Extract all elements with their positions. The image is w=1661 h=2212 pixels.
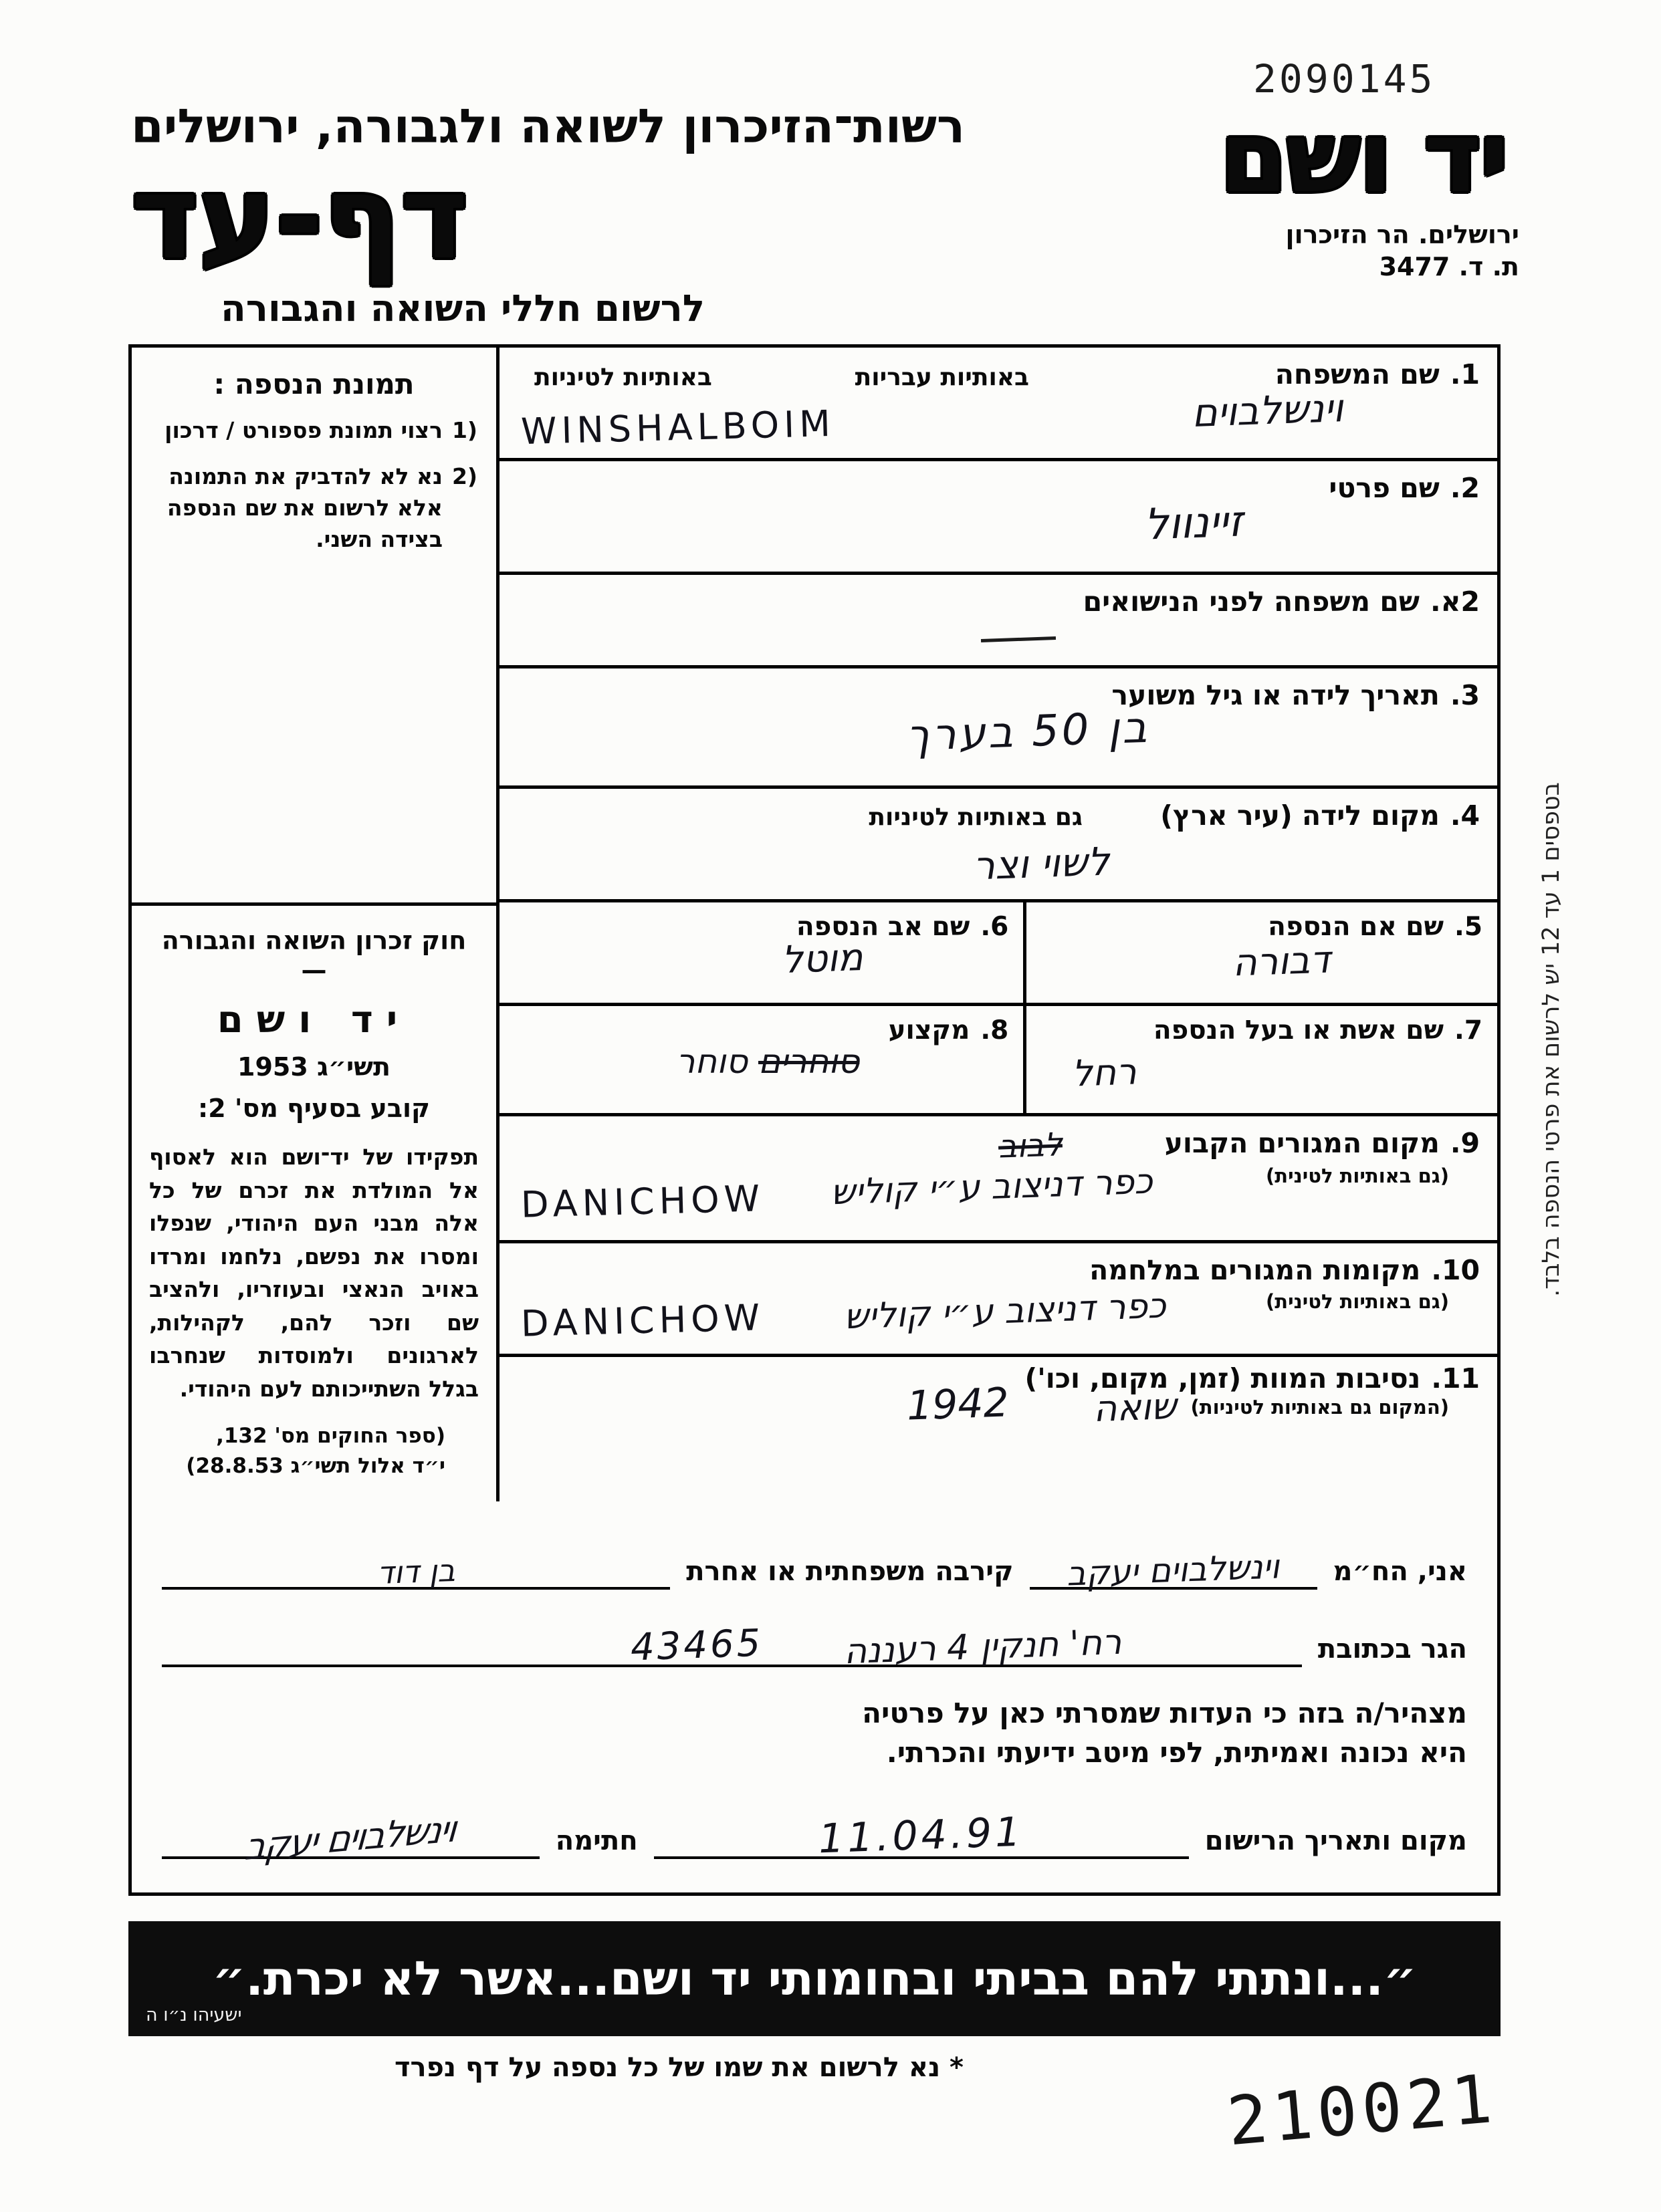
logo-address-line1: ירושלים. הר הזיכרון: [1285, 220, 1519, 250]
field-label-text: שם פרטי: [1329, 472, 1440, 504]
handwritten-death-circumstance: שואה: [1092, 1384, 1178, 1431]
handwritten-witness-name: וינשלבוים יעקב: [1066, 1547, 1281, 1594]
undersigned-label: אני, הח״מ: [1333, 1556, 1467, 1587]
field-row-spouse-profession: [500, 1006, 1497, 1116]
handwritten-signature: וינשלבוים יעקב: [243, 1808, 458, 1869]
address-blank: [162, 1621, 1302, 1673]
field-label: [1275, 358, 1480, 390]
field-row-birth-date: [500, 668, 1497, 789]
handwritten-birth-place: לשוי וצר: [972, 838, 1111, 889]
instruction-text: רצוי תמונת פספורט / דרכון: [164, 417, 443, 443]
latin-letters-caption: באותיות לטיניות: [534, 364, 712, 391]
handwritten-family-name-latin: WINSHALBOIM: [520, 402, 836, 453]
handwritten-profession: סוחר: [676, 1042, 748, 1081]
declaration-row-undersigned: [162, 1528, 1467, 1594]
field-number: 6.: [980, 912, 1009, 942]
field-label-text: שם אם הנספה: [1268, 912, 1444, 942]
law-clause-intro: קובע בסעיף מס' 2:: [198, 1094, 430, 1123]
undersigned-blank: [1030, 1547, 1317, 1594]
authority-name: רשות־הזיכרון לשואה ולגבורה, ירושלים: [131, 99, 966, 154]
form-outer-box: [128, 344, 1501, 1896]
address-label: הגר בכתובת: [1317, 1633, 1467, 1665]
handwritten-mother-name: דבורה: [1231, 938, 1331, 985]
relation-blank: [162, 1551, 670, 1590]
field-number: 5.: [1454, 912, 1482, 942]
handwritten-spouse-name: רחל: [1071, 1050, 1137, 1095]
field-mother-name: [1023, 902, 1497, 1003]
field-row-maiden-name: [500, 575, 1497, 668]
relation-label: קירבה משפחתית או אחרת: [686, 1556, 1014, 1587]
declaration-statement: [705, 1694, 1467, 1773]
serial-number-bottom-stamp: 210021: [1224, 2059, 1500, 2161]
field-label-text: שם המשפחה: [1275, 358, 1440, 390]
handwritten-residence-latin: DANICHOW: [520, 1177, 765, 1226]
field-number: 8.: [980, 1015, 1009, 1046]
field-label: [1111, 679, 1480, 711]
field-row-death-circumstances: [500, 1357, 1497, 1439]
law-year: תשי״ג 1953: [237, 1052, 391, 1082]
law-body-text: תפקידו של יד־ושם הוא לאסוף אל המולדת את זכרם של כל אלה מבני העם היהודי, שנפלו ומסרו את נפשם, נלחמו ומרדו באויב הנאצי ובעוזריו, ולהציב שם וזכר להם, לקהילות, לארגונים ולמוסדות שנחרבו בגלל השתייכותם לעם היהודי.: [149, 1144, 479, 1402]
instruction-number: 1): [451, 417, 477, 443]
separate-page-footnote: * נא לרשום את שמו של כל נספה על דף נפרד: [395, 2052, 964, 2083]
field-row-parents: [500, 902, 1497, 1006]
handwritten-wartime-residence-latin: DANICHOW: [520, 1296, 765, 1345]
field-row-birth-place: [500, 789, 1497, 902]
handwritten-death-year: 1942: [906, 1379, 1010, 1430]
field-row-permanent-residence: [500, 1116, 1497, 1243]
field-number: 1.: [1450, 358, 1480, 390]
signature-label: חתימה: [555, 1826, 638, 1857]
side-margin-note: בטפסים 1 עד 12 יש לרשום את פרטי הנספה בלבד.: [1538, 782, 1565, 1297]
fields-column: [496, 348, 1497, 1501]
field-label: [1160, 800, 1480, 832]
yad-vashem-logo: יד ושם: [1219, 101, 1508, 215]
handwritten-age: בן 50 בערך: [905, 703, 1151, 761]
field-number: 2.: [1450, 472, 1480, 504]
field-label-text: מקומות המגורים במלחמה: [1089, 1254, 1421, 1286]
law-reference-line2: י״ד אלול תשי״ג 28.8.53): [186, 1453, 445, 1478]
hebrew-letters-caption: באותיות עבריות: [855, 364, 1029, 391]
field-number: 2א.: [1430, 586, 1480, 618]
photo-instruction-2: [150, 461, 477, 556]
form-title: דף-עד: [131, 150, 469, 285]
logo-address-line2: ת. ד. 3477: [1379, 252, 1519, 282]
field-label: [1165, 1127, 1480, 1159]
field-label: [1329, 472, 1480, 504]
date-blank: [654, 1809, 1189, 1863]
handwritten-wartime-residence-hebrew: כפר דניצוב ע״י קוליש: [843, 1285, 1167, 1338]
law-reference-line1: (ספר החוקים מס' 132,: [216, 1424, 445, 1448]
field-label: [1089, 1254, 1480, 1286]
handwritten-profession-group: [676, 1042, 859, 1081]
field-number: 11.: [1431, 1362, 1480, 1394]
form-header: [131, 99, 1181, 330]
field-number: 10.: [1431, 1254, 1480, 1286]
photo-box-title: תמונת הנספה :: [213, 368, 415, 400]
scripture-source: ישעיהו נ״ו ה: [146, 2004, 242, 2025]
field-label: [1083, 586, 1480, 618]
field-profession: [500, 1006, 1023, 1113]
declaration-section: [132, 1501, 1497, 1892]
field-label: [889, 1015, 1009, 1046]
handwritten-relation: בן דוד: [376, 1552, 456, 1591]
field-father-name: [500, 902, 1023, 1003]
photo-instruction-1: [150, 415, 477, 447]
field-label-text: מקום לידה (עיר ארץ): [1160, 800, 1440, 832]
declaration-row-address: [162, 1603, 1467, 1673]
handwritten-crossed-out-word: לבוב: [998, 1126, 1063, 1166]
signature-blank: [162, 1808, 540, 1869]
field-label-text: מקום המגורים הקבוע: [1164, 1127, 1440, 1159]
scripture-quote-bar: [128, 1921, 1501, 2036]
field-label: [1268, 912, 1482, 942]
handwritten-crossed-out-word: סוחרים: [758, 1042, 860, 1081]
photo-instructions-box: [132, 348, 496, 906]
yad-vashem-logo-block: [1208, 101, 1519, 282]
handwritten-address: רח' חנקין 4 רעננה: [843, 1622, 1122, 1673]
latin-letters-caption: (גם באותיות לטינית): [1266, 1164, 1449, 1187]
field-label-text: תאריך לידה או גיל משוער: [1111, 679, 1440, 711]
handwritten-first-name: זיינוול: [1143, 497, 1244, 550]
instruction-number: 2): [451, 463, 477, 489]
field-row-family-name: [500, 348, 1497, 461]
field-number: 9.: [1450, 1127, 1480, 1159]
form-subtitle: לרשום חללי השואה והגבורה: [221, 286, 705, 330]
latin-letters-caption: (גם באותיות לטינית): [1266, 1290, 1449, 1313]
handwritten-family-name-hebrew: וינשלבוים: [1191, 385, 1345, 436]
handwritten-father-name: מוטל: [780, 935, 864, 983]
scripture-quote: ״...ונתתי להם בביתי ובחומותי יד ושם...אשר לא יכרת.״: [212, 1951, 1417, 2006]
serial-number-top-stamp: 2090145: [1253, 56, 1436, 102]
field-label-text: שם אב הנספה: [796, 912, 970, 942]
declaration-row-signature: [162, 1795, 1467, 1869]
statement-line1: מצהיר/ה בזה כי העדות שמסרתי כאן על פרטיה: [862, 1696, 1467, 1729]
handwritten-residence-hebrew: כפר דניצוב ע״י קוליש: [830, 1161, 1153, 1213]
field-number: 4.: [1450, 800, 1480, 832]
law-heading: חוק זכרון השואה והגבורה —: [161, 926, 467, 985]
field-row-wartime-residence: [500, 1243, 1497, 1357]
handwritten-date: 11.04.91: [818, 1809, 1025, 1863]
law-excerpt-box: [132, 906, 496, 1501]
form-body: [128, 344, 1501, 2036]
law-reference: [149, 1421, 479, 1481]
field-label: [1153, 1015, 1482, 1046]
sidebar-column: [132, 348, 496, 1501]
field-spouse-name: [1023, 1006, 1497, 1113]
field-number: 3.: [1450, 679, 1480, 711]
latin-letters-caption: גם באותיות לטיניות: [869, 804, 1083, 831]
law-yad-vashem-name: יד ושם: [217, 998, 411, 1041]
handwritten-zip: 43465: [630, 1621, 764, 1670]
field-label-text: שם משפחה לפני הנישואים: [1083, 586, 1420, 618]
field-label-text: מקצוע: [888, 1015, 970, 1046]
field-label-text: נסיבות המוות (זמן, מקום, וכו'): [1024, 1362, 1421, 1394]
latin-letters-caption: (המקום גם באותיות לטיניות): [1190, 1396, 1449, 1419]
handwritten-dash: [981, 636, 1056, 642]
field-row-first-name: [500, 461, 1497, 575]
field-number: 7.: [1454, 1015, 1482, 1046]
field-label-text: שם אשת או בעל הנספה: [1153, 1015, 1444, 1046]
instruction-text: נא לא להדביק את התמונה אלא לרשום את שם הנספה בצידה השני.: [167, 463, 443, 552]
statement-line2: היא נכונה ואמיתית, לפי מיטב ידיעתי והכרתי.: [886, 1735, 1467, 1769]
place-date-label: מקום ותאריך הרישום: [1204, 1826, 1467, 1857]
